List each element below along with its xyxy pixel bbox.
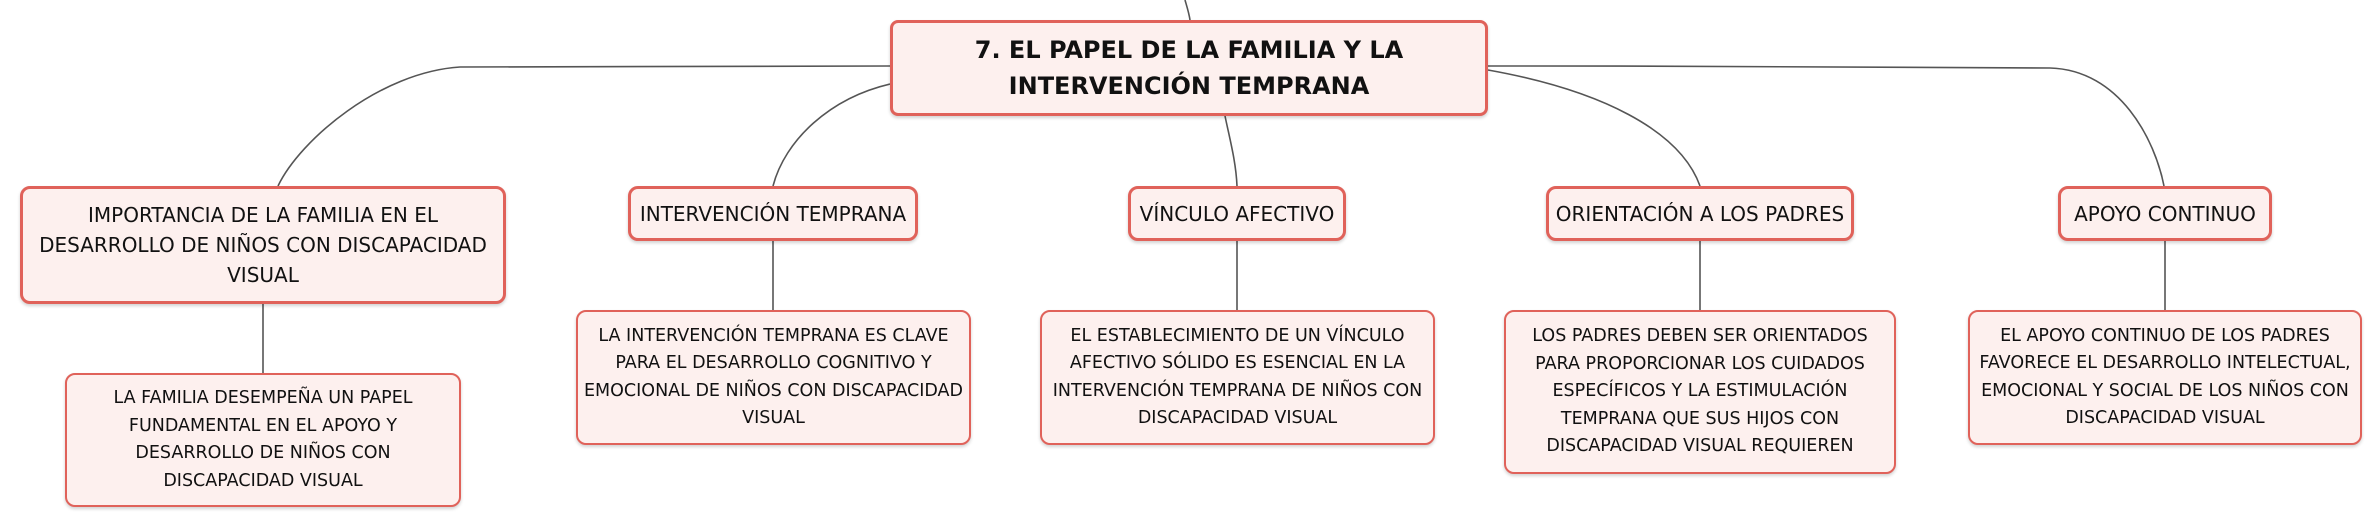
connector-root-branch-1	[278, 66, 890, 186]
connector-root-branch-2	[773, 84, 890, 186]
branch-topic-label: IMPORTANCIA DE LA FAMILIA EN EL DESARROLLO DE NIÑOS CON DISCAPACIDAD VISUAL	[39, 203, 487, 287]
branch-topic-continuous-support[interactable]	[2058, 186, 2272, 241]
root-topic[interactable]	[890, 20, 1488, 116]
detail-family-importance[interactable]	[65, 373, 461, 507]
branch-topic-label: INTERVENCIÓN TEMPRANA	[639, 201, 907, 226]
root-topic-label: 7. EL PAPEL DE LA FAMILIA Y LA INTERVENCIÓN TEMPRANA	[974, 36, 1404, 100]
branch-topic-label: VÍNCULO AFECTIVO	[1139, 201, 1335, 226]
detail-continuous-support[interactable]	[1968, 310, 2362, 445]
branch-topic-family-importance[interactable]	[20, 186, 506, 304]
branch-topic-label: APOYO CONTINUO	[2074, 201, 2256, 226]
connector-root-branch-4	[1488, 70, 1700, 186]
branch-topic-affective-bond[interactable]	[1128, 186, 1346, 241]
detail-label: LOS PADRES DEBEN SER ORIENTADOS PARA PROPORCIONAR LOS CUIDADOS ESPECÍFICOS Y LA ESTIMULACIÓN TEMPRANA QUE SUS HIJOS CON DISCAPACIDAD VISUAL REQUIEREN	[1532, 326, 1868, 457]
detail-label: EL ESTABLECIMIENTO DE UN VÍNCULO AFECTIVO SÓLIDO ES ESENCIAL EN LA INTERVENCIÓN TEMPRANA DE NIÑOS CON DISCAPACIDAD VISUAL	[1052, 325, 1423, 428]
connector-root-branch-5	[1488, 66, 2164, 186]
detail-label: LA FAMILIA DESEMPEÑA UN PAPEL FUNDAMENTAL EN EL APOYO Y DESARROLLO DE NIÑOS CON DISCAPACIDAD VISUAL	[113, 388, 413, 491]
branch-topic-label: ORIENTACIÓN A LOS PADRES	[1555, 201, 1845, 226]
detail-label: LA INTERVENCIÓN TEMPRANA ES CLAVE PARA EL DESARROLLO COGNITIVO Y EMOCIONAL DE NIÑOS CON DISCAPACIDAD VISUAL	[583, 325, 964, 428]
detail-affective-bond[interactable]	[1040, 310, 1435, 445]
detail-label: EL APOYO CONTINUO DE LOS PADRES FAVORECE EL DESARROLLO INTELECTUAL, EMOCIONAL Y SOCIAL DE LOS NIÑOS CON DISCAPACIDAD VISUAL	[1979, 325, 2351, 428]
branch-topic-early-intervention[interactable]	[628, 186, 918, 241]
connector-to-parent	[1185, 0, 1190, 20]
branch-topic-parent-guidance[interactable]	[1546, 186, 1854, 241]
detail-early-intervention[interactable]	[576, 310, 971, 445]
detail-parent-guidance[interactable]	[1504, 310, 1896, 474]
connector-root-branch-3	[1225, 116, 1237, 186]
